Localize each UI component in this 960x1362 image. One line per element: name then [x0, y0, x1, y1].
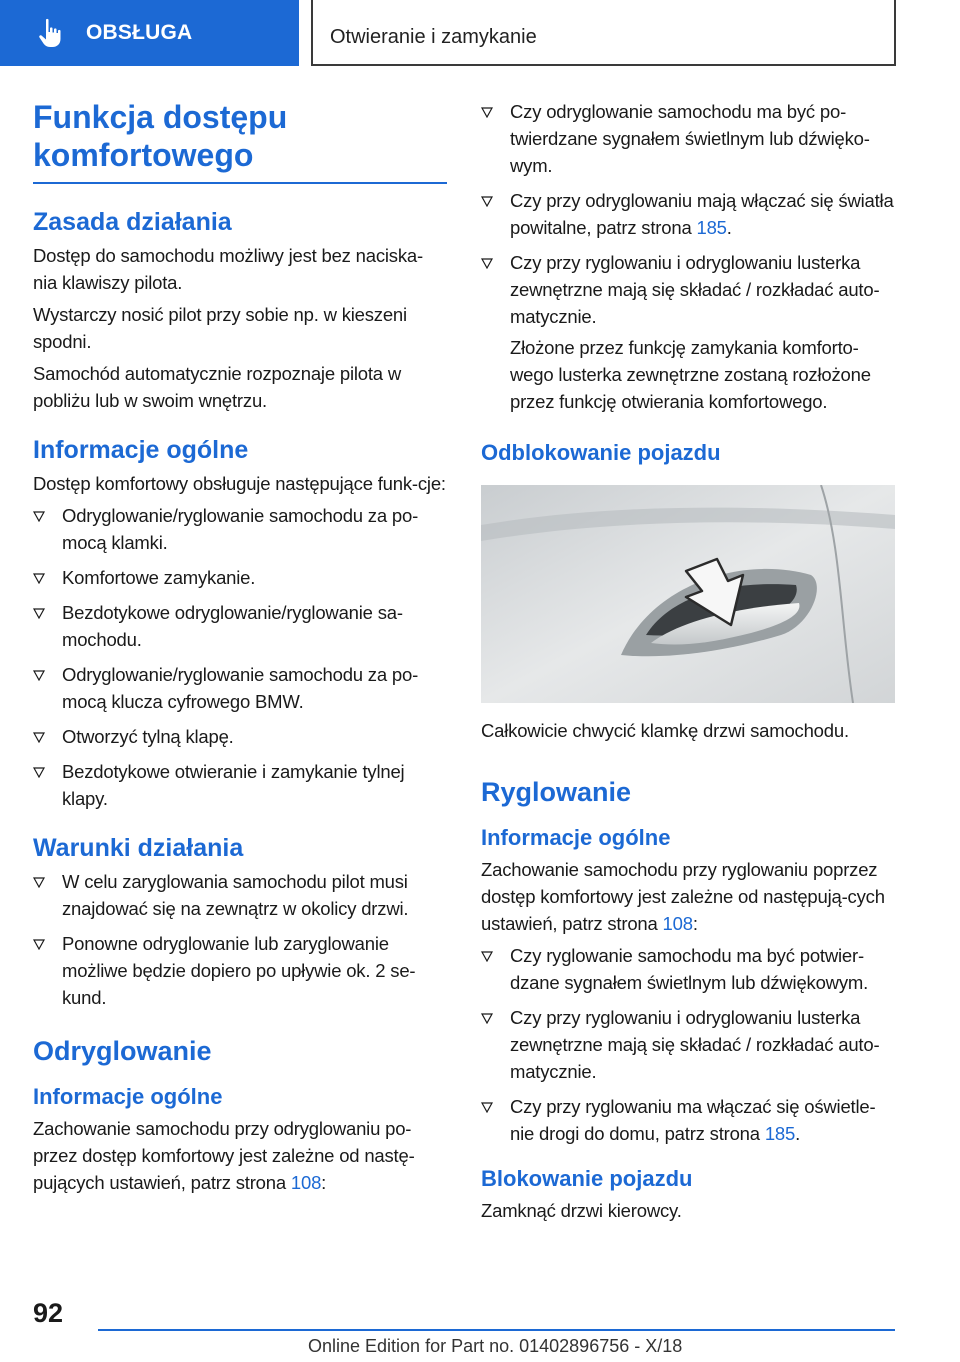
page-number: 92 [33, 1298, 64, 1328]
triangle-bullet-icon [481, 196, 493, 207]
right-column [481, 98, 895, 1229]
triangle-bullet-icon [481, 1102, 493, 1113]
triangle-bullet-icon [33, 608, 45, 619]
paragraph: Zachowanie samochodu przy ryglowaniu poprzez dostęp komfortowy jest zależne od następują-cych ustawień, patrz strona 108: [481, 859, 885, 934]
triangle-bullet-icon [481, 951, 493, 962]
list-item: Czy odryglowanie samochodu ma być po-twierdzane sygnałem świetlnym lub dźwięko-wym. [481, 98, 895, 179]
paragraph: Samochód automatycznie rozpoznaje pilota w pobliżu lub w swoim wnętrzu. [33, 363, 401, 411]
triangle-bullet-icon [33, 732, 45, 743]
paragraph: Dostęp do samochodu możliwy jest bez naciska-nia klawiszy pilota. [33, 245, 423, 293]
triangle-bullet-icon [481, 258, 493, 269]
paragraph: Dostęp komfortowy obsługuje następujące funk-cje: [33, 473, 446, 494]
list-item: Czy przy ryglowaniu ma włączać się oświetle-nie drogi do domu, patrz strona 185. [481, 1093, 895, 1147]
triangle-bullet-icon [33, 767, 45, 778]
section-tab [0, 0, 299, 66]
triangle-bullet-icon [33, 670, 45, 681]
page-reference-link[interactable]: 108 [662, 913, 693, 934]
triangle-bullet-icon [33, 573, 45, 584]
list-item: Bezdotykowe otwieranie i zamykanie tylnej klapy. [33, 758, 447, 812]
heading-ryglowanie: Ryglowanie [481, 777, 632, 807]
indented-note: Złożone przez funkcję zamykania komforto-wego lusterka zewnętrzne zostaną rozłożone przez funkcję otwierania komfortowego. [510, 337, 871, 412]
subheading-informacje-ogolne: Informacje ogólne [33, 1084, 223, 1109]
list-item: Czy przy ryglowaniu i odryglowaniu lusterka zewnętrzne mają się składać / rozkładać auto-matycznie. [481, 249, 895, 330]
list-item: Bezdotykowe odryglowanie/ryglowanie sa-mochodu. [33, 599, 447, 653]
triangle-bullet-icon [481, 107, 493, 118]
list-item: Czy przy odryglowaniu mają włączać się światła powitalne, patrz strona 185. [481, 187, 895, 241]
list-item: Czy ryglowanie samochodu ma być potwier-dzane sygnałem świetlnym lub dźwiękowym. [481, 942, 895, 996]
page-title-line2: komfortowego [33, 137, 254, 173]
triangle-bullet-icon [33, 939, 45, 950]
list-item: Otworzyć tylną klapę. [33, 723, 447, 750]
heading-odryglowanie: Odryglowanie [33, 1036, 212, 1066]
paragraph: Wystarczy nosić pilot przy sobie np. w kieszeni spodni. [33, 304, 407, 352]
paragraph: Zamknąć drzwi kierowcy. [481, 1200, 682, 1221]
heading-informacje-ogolne: Informacje ogólne [33, 436, 249, 464]
heading-warunki-dzialania: Warunki działania [33, 834, 244, 862]
conditions-list [33, 868, 447, 1011]
page-reference-link[interactable]: 108 [290, 1172, 322, 1193]
hand-touch-icon [34, 16, 68, 50]
list-item: Ponowne odryglowanie lub zaryglowanie możliwe będzie dopiero po upływie ok. 2 se-kund. [33, 930, 447, 1011]
triangle-bullet-icon [481, 1013, 493, 1024]
door-handle-illustration [481, 485, 895, 703]
list-item: Odryglowanie/ryglowanie samochodu za po-mocą klucza cyfrowego BMW. [33, 661, 447, 715]
list-item: W celu zaryglowania samochodu pilot musi znajdować się na zewnątrz w okolicy drzwi. [33, 868, 447, 922]
footer-divider [98, 1329, 895, 1331]
unlock-settings-list [481, 98, 895, 330]
left-column [33, 98, 447, 1201]
subheading-odblokowanie-pojazdu: Odblokowanie pojazdu [481, 440, 721, 465]
subheading-blokowanie-pojazdu: Blokowanie pojazdu [481, 1166, 693, 1191]
footer-edition: Online Edition for Part no. 01402896756 - X/18 [308, 1336, 683, 1356]
section-tab-label: OBSŁUGA [86, 21, 193, 44]
heading-zasada-dzialania: Zasada działania [33, 208, 232, 236]
chapter-title: Otwieranie i zamykanie [330, 25, 537, 48]
page-reference-link[interactable]: 185 [696, 217, 727, 238]
lock-settings-list [481, 942, 895, 1147]
list-item: Odryglowanie/ryglowanie samochodu za po-mocą klamki. [33, 502, 447, 556]
subheading-informacje-ogolne: Informacje ogólne [481, 825, 671, 850]
list-item: Komfortowe zamykanie. [33, 564, 447, 591]
page-title [33, 98, 447, 184]
image-caption: Całkowicie chwycić klamkę drzwi samochodu. [481, 720, 849, 741]
page-title-line1: Funkcja dostępu [33, 99, 288, 135]
page-reference-link[interactable]: 185 [764, 1123, 796, 1144]
triangle-bullet-icon [33, 511, 45, 522]
paragraph: Zachowanie samochodu przy odryglowaniu po-przez dostęp komfortowy jest zależne od nastę-pujących ustawień, patrz strona 108: [33, 1118, 415, 1193]
triangle-bullet-icon [33, 877, 45, 888]
chapter-title-box [311, 0, 896, 66]
functions-list [33, 502, 447, 812]
page-header [0, 0, 960, 66]
list-item: Czy przy ryglowaniu i odryglowaniu lusterka zewnętrzne mają się składać / rozkładać auto-matycznie. [481, 1004, 895, 1085]
